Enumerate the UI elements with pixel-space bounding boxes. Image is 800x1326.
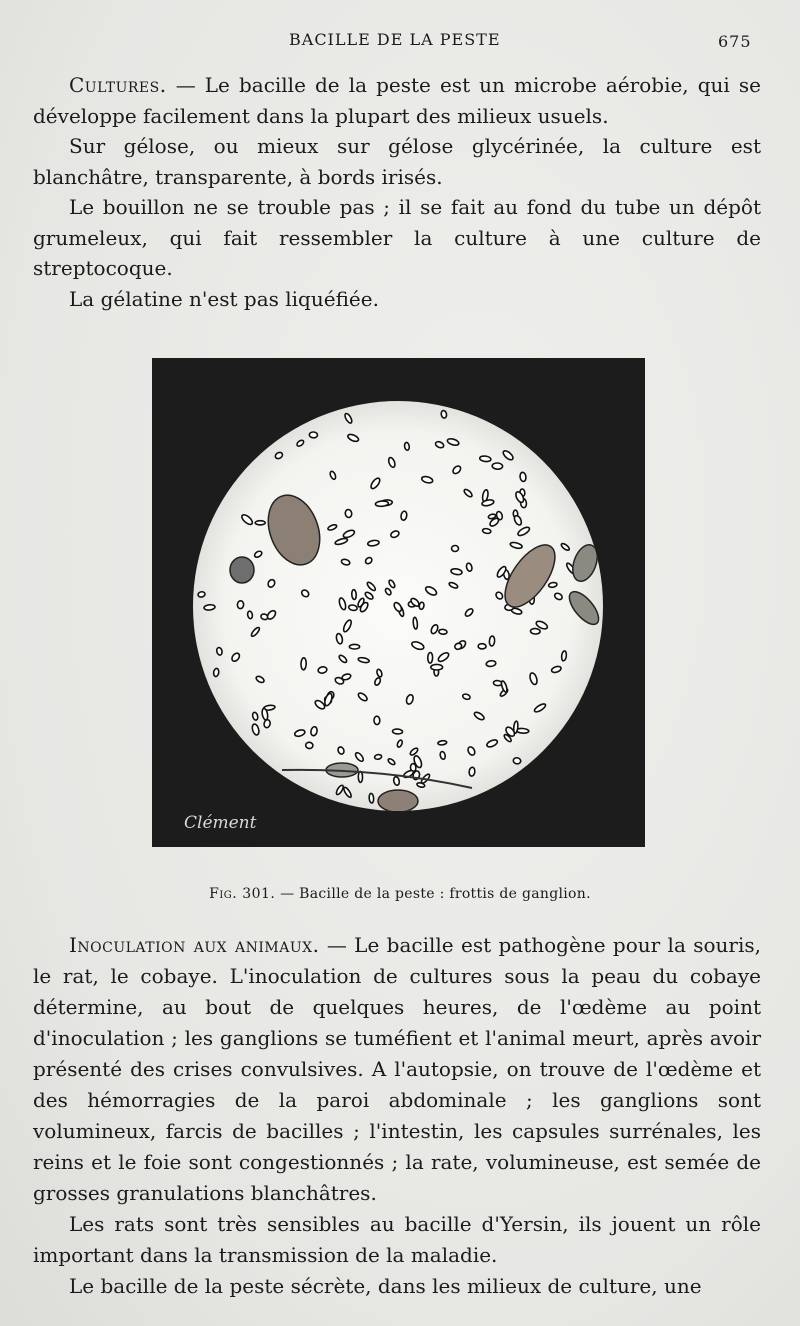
paragraph-cultures [33,70,761,131]
bacillus-cell [548,582,557,588]
figure-microscope-illustration [152,358,645,847]
text-block-bottom [33,930,761,1302]
bacillus-cell [349,644,359,649]
paragraph-gelose: Sur gélose, ou mieux sur gélose glycérinée, la culture est blanchâtre, transparente, à bords irisés. [33,134,761,189]
bacillus-cell [392,729,402,734]
bacillus-cell [441,410,448,418]
running-title: BACILLE DE LA PESTE [289,30,501,49]
bacillus-cell [451,545,458,551]
bacillus-cell [486,660,496,667]
bacillus-cell [404,442,410,450]
bacillus-cell [255,521,265,525]
bacillus-cell [213,668,219,677]
bacillus-cell [439,751,445,760]
section-lead-inoculation: Inoculation aux animaux. [69,933,320,957]
bacillus-cell [345,509,353,518]
bacillus-cell [348,604,357,611]
paragraph-inoculation-body: — Le bacille est pathogène pour la souris, le rat, le cobaye. L'inoculation de cultures sous la peau du cobaye détermine, au bout de quelques heures, de l'œdème au point d'inoculation ; les ganglions se tuméfient et l'animal meurt, après avoir présenté des crises convulsives. A l'autopsie, on trouve de l'œdème et des hémorragies de la paroi abdominale ; les ganglions sont volumineux, farcis de bacilles ; l'intestin, les capsules surrénales, les reins et le foie sont congestionnés ; la rate, volumineuse, est semée de grosses granulations blanchâtres. [33,933,761,1205]
bacillus-cell [374,716,380,725]
ganglion-cell-cluster [230,557,254,583]
bacillus-cell [469,767,475,776]
bacillus-cell [561,651,567,661]
bacillus-cell [204,604,215,610]
bacillus-cell [198,591,206,598]
bacillus-cell [519,472,526,482]
bacillus-cell [237,601,244,609]
bacillus-cell [489,636,495,646]
paragraph-bouillon: Le bouillon ne se trouble pas ; il se fait au fond du tube un dépôt grumeleux, qui fait ressembler la culture à une culture de streptocoque. [33,195,761,280]
bacillus-cell [247,611,253,619]
bacillus-cell [309,432,318,438]
paragraph-inoculation [33,930,761,1209]
running-head [0,30,800,54]
bacillus-cell [369,793,374,803]
bacillus-cell [478,644,486,649]
bacillus-cell [438,740,447,745]
section-lead-cultures: Cultures. [69,73,167,97]
bacillus-cell [301,658,307,670]
bacillus-cell [318,666,328,674]
bacillus-cell [431,664,443,670]
microscope-field-image [152,358,645,847]
artist-signature: Clément [184,813,257,833]
bacillus-cell [375,501,388,507]
page-number: 675 [718,32,752,51]
bacillus-cell [374,754,382,760]
bacillus-cell [482,528,491,534]
paragraph-secretion: Le bacille de la peste sécrète, dans les milieux de culture, une [69,1274,702,1298]
bacillus-cell [513,757,521,764]
ganglion-cell-cluster [378,790,418,812]
bacillus-cell [413,617,418,629]
paragraph-cultures-body: — Le bacille de la peste est un microbe aérobie, qui se développe facilement dans la plupart des milieux usuels. [33,73,761,128]
figure-caption-text: — Bacille de la peste : frottis de ganglion. [275,886,591,902]
bacillus-cell [492,463,503,470]
bacillus-cell [428,652,433,663]
figure-label: Fig. 301. [209,886,276,902]
bacillus-cell [351,590,356,600]
figure-caption [0,886,800,902]
paragraph-gelatine: La gélatine n'est pas liquéfiée. [69,286,379,311]
paragraph-rats: Les rats sont très sensibles au bacille d'Yersin, ils jouent un rôle important dans la transmission de la maladie. [33,1212,761,1267]
bacillus-cell [439,629,448,634]
text-block-top [33,70,761,314]
bacillus-cell [305,742,313,749]
bacillus-cell [479,455,491,462]
bacillus-cell [530,628,540,634]
